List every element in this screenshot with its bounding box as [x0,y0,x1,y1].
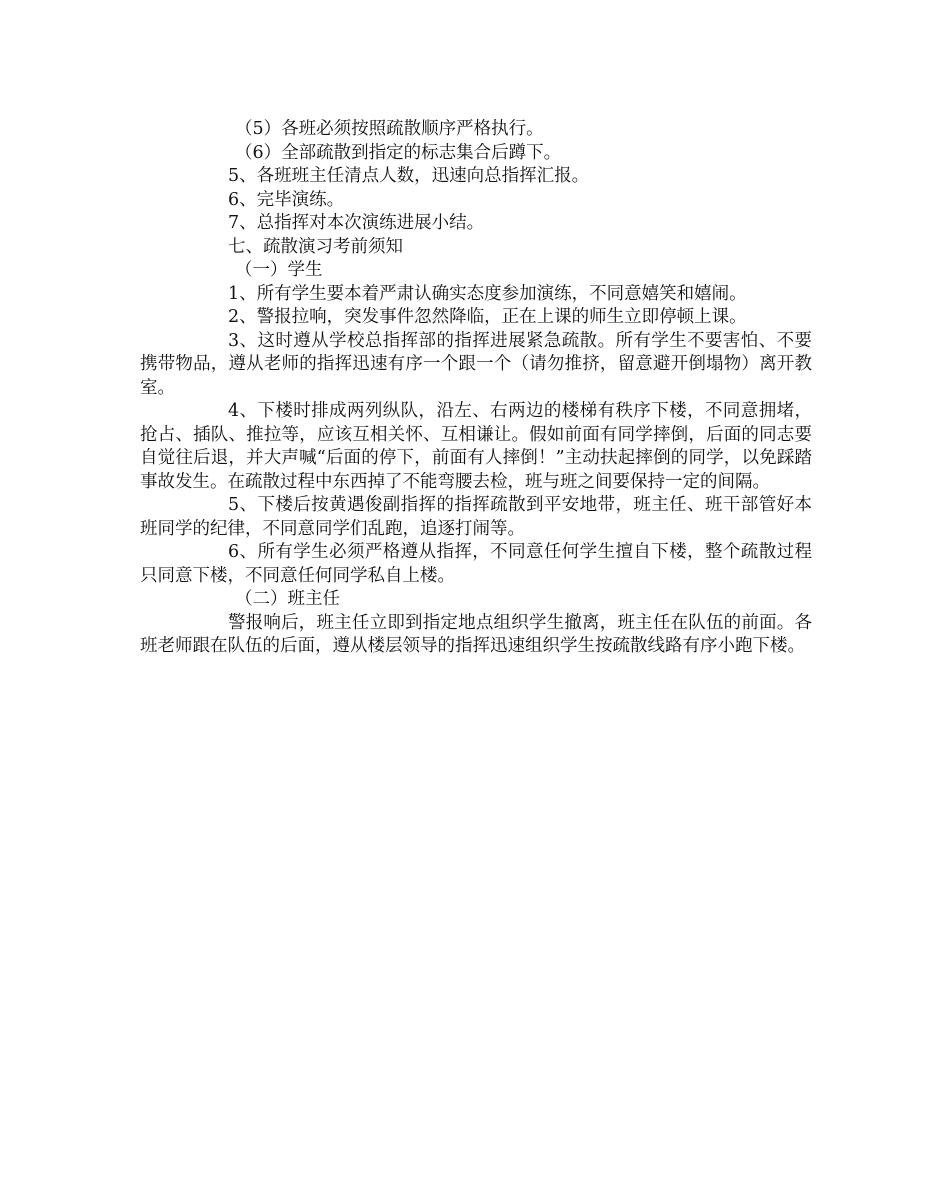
student-paragraph-2: 2、警报拉响，突发事件忽然降临，正在上课的师生立即停顿上课。 [228,307,747,327]
step-5-line: 5、各班班主任清点人数，迅速向总指挥汇报。 [228,166,590,186]
item-6-line: （6）全部疏散到指定的标志集合后蹲下。 [235,142,562,163]
subsection-heading-teachers: （二）班主任 [235,589,340,609]
student-paragraph-4: 4、下楼时排成两列纵队，沿左、右两边的楼梯有秩序下楼，不同意拥堵，抢占、插队、推拉等，应该互相关怀、互相谦让。假如前面有同学摔倒，后面的同志要自觉往后退，并大声喊“后面的停下，前面有人摔倒！”主动扶起摔倒的同学，以免踩踏事故发生。在疏散过程中东西掉了不能弯腰去检，班与班之间要保持一定的间隔。 [140,401,812,492]
step-6-line: 6、完毕演练。 [228,189,345,210]
student-paragraph-5: 5、下楼后按黄遇俊副指挥的指挥疏散到平安地带，班主任、班干部管好本班同学的纪律，不同意同学们乱跑，追逐打闹等。 [140,495,812,539]
section-heading: 七、疏散演习考前须知 [228,236,403,257]
document-page [140,118,812,659]
student-paragraph-6: 6、所有学生必须严格遵从指挥，不同意任何学生擅自下楼，整个疏散过程只同意下楼，不同意任何同学私自上楼。 [140,542,812,586]
step-7-line: 7、总指挥对本次演练进展小结。 [228,213,485,233]
subsection-heading-students: （一）学生 [235,260,323,280]
student-paragraph-1: 1、所有学生要本着严肃认确实态度参加演练，不同意嬉笑和嬉闹。 [228,283,747,304]
teacher-paragraph: 警报响后，班主任立即到指定地点组织学生撤离，班主任在队伍的前面。各班老师跟在队伍的后面，遵从楼层领导的指挥迅速组织学生按疏散线路有序小跑下楼。 [140,612,812,656]
item-5-line: （5）各班必须按照疏散顺序严格执行。 [235,119,544,139]
student-paragraph-3: 3、这时遵从学校总指挥部的指挥进展紧急疏散。所有学生不要害怕、不要携带物品，遵从老师的指挥迅速有序一个跟一个（请勿推挤，留意避开倒塌物）离开教室。 [140,330,812,398]
